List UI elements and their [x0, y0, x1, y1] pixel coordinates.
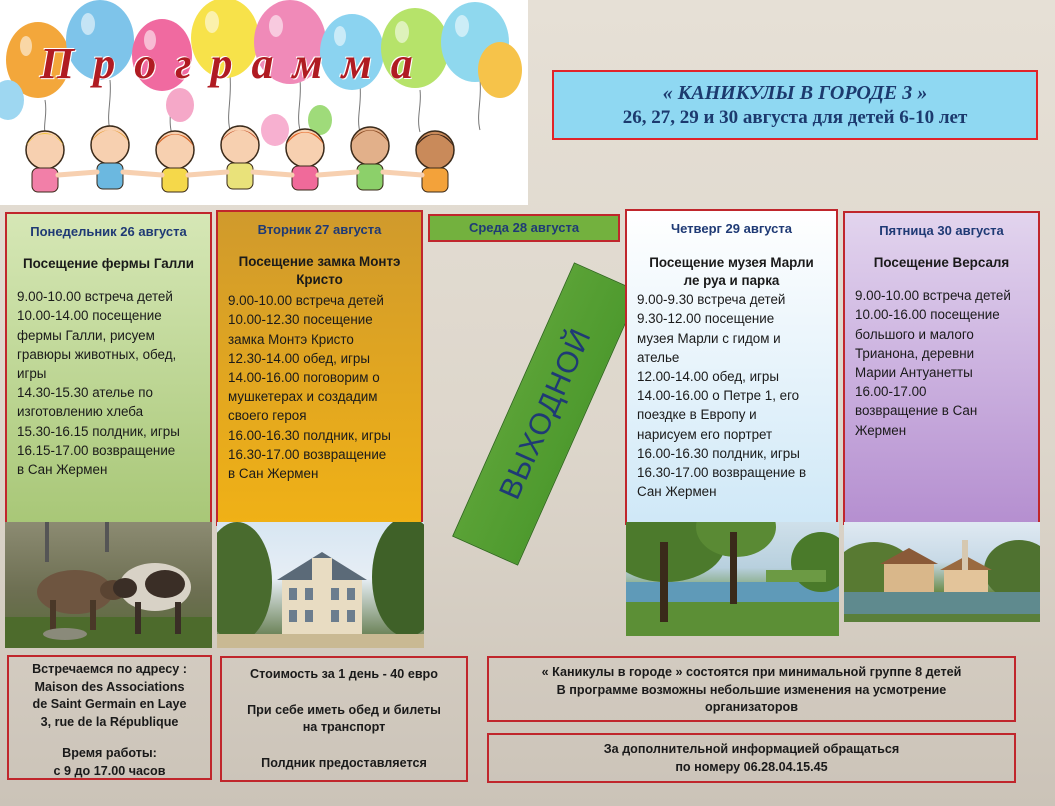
schedule-line: 16.30-17.00 возвращение в [637, 465, 807, 481]
schedule-line: 9.00-10.00 встреча детей [228, 293, 384, 309]
snack-line: Полдник предоставляется [261, 755, 427, 770]
price-box [220, 656, 468, 782]
schedule-line: 14.30-15.30 ателье по [17, 385, 153, 401]
address-label: Встречаемся по адресу : [32, 662, 187, 676]
schedule-line: фермы Галли, рисуем [17, 327, 155, 343]
bring-lunch-line: При себе иметь обед и билеты [247, 702, 441, 717]
schedule-line: 10.00-16.00 посещение [855, 307, 1000, 323]
hours-value: с 9 до 17.00 часов [53, 763, 166, 778]
contact-box [487, 733, 1016, 783]
program-title: П р о г р а м м а [40, 39, 413, 88]
schedule-line: 9.00-10.00 встреча детей [855, 288, 1011, 304]
schedule-line: игры [17, 366, 47, 382]
monday-title: Посещение фермы Галли [23, 256, 194, 272]
address-line: de Saint Germain en Laye [32, 697, 187, 711]
schedule-line: 9.00-9.30 встреча детей [637, 292, 786, 308]
schedule-line: возвращение в Сан [855, 403, 978, 419]
schedule-line: 16.00-17.00 [855, 384, 927, 400]
schedule-line: 10.00-14.00 посещение [17, 308, 162, 324]
monday-column [5, 212, 212, 526]
balloons-children-illustration [0, 0, 528, 205]
friday-date: Пятница 30 августа [879, 223, 1004, 238]
schedule-line: 16.15-17.00 возвращение [17, 442, 176, 458]
price-line: Стоимость за 1 день - 40 евро [250, 667, 438, 681]
wednesday-date: Среда 28 августа [428, 214, 620, 242]
goats-photo [5, 522, 212, 648]
contact-label: За дополнительной информацией обращаться [603, 742, 900, 756]
trianon-village-photo [844, 522, 1040, 622]
schedule-line: 14.00-16.00 о Петре 1, его [637, 388, 800, 404]
event-title-box [552, 70, 1038, 140]
thursday-title [627, 254, 836, 290]
schedule-line: 9.00-10.00 встреча детей [17, 289, 173, 305]
notice-line: « Каникулы в городе » состоятся при минимальной группе 8 детей [541, 665, 962, 679]
schedule-line: 16.00-16.30 полдник, игры [637, 445, 800, 461]
thursday-date: Четверг 29 августа [670, 221, 793, 236]
contact-phone: по номеру 06.28.04.15.45 [675, 759, 828, 774]
schedule-line: в Сан Жермен [17, 462, 108, 478]
friday-title: Посещение Версаля [873, 255, 1010, 271]
schedule-line: музея Марли с гидом и [637, 330, 781, 346]
schedule-line: 15.30-16.15 полдник, игры [17, 423, 180, 439]
schedule-line: мушкетерах и создадим [228, 389, 378, 405]
schedule-line: 16.30-17.00 возвращение [228, 446, 387, 462]
schedule-line: ателье [637, 349, 680, 365]
schedule-line: замка Монтэ Кристо [228, 331, 354, 347]
thursday-column [625, 209, 838, 525]
tuesday-date: Вторник 27 августа [257, 222, 382, 237]
notice-line: В программе возможны небольшие изменения на усмотрение [556, 682, 947, 697]
notice-line: организаторов [705, 700, 798, 714]
tuesday-title [218, 253, 421, 289]
schedule-line: своего героя [228, 408, 307, 424]
schedule-line: большого и малого [855, 326, 974, 342]
thursday-title-line: Посещение музея Марли [649, 255, 814, 271]
thursday-title-line: ле руа и парка [683, 273, 780, 289]
schedule-line: гравюры животных, обед, [17, 346, 177, 362]
marly-park-photo [626, 522, 839, 636]
schedule-line: 12.00-14.00 обед, игры [637, 369, 780, 385]
group-notice-box [487, 656, 1016, 722]
schedule-line: Сан Жермен [637, 484, 717, 500]
bring-lunch-line: на транспорт [302, 720, 386, 734]
meeting-address-box [7, 655, 212, 780]
address-line: 3, rue de la République [40, 714, 179, 729]
event-title: « КАНИКУЛЫ В ГОРОДЕ 3 » [662, 82, 928, 104]
schedule-line: Марии Антуанетты [855, 365, 973, 381]
schedule-line: 16.00-16.30 полдник, игры [228, 427, 391, 443]
schedule-line: Жермен [855, 422, 907, 438]
monday-date: Понедельник 26 августа [30, 224, 187, 239]
day-off-label: ВЫХОДНОЙ [493, 323, 598, 505]
schedule-line: 9.30-12.00 посещение [637, 311, 775, 327]
schedule-line: 14.00-16.00 поговорим о [228, 370, 380, 386]
tuesday-column [216, 210, 423, 526]
tuesday-title-line: Кристо [296, 272, 343, 288]
schedule-line: нарисуем его портрет [637, 426, 773, 442]
schedule-line: 10.00-12.30 посещение [228, 312, 373, 328]
address-line: Maison des Associations [34, 679, 185, 694]
event-dates: 26, 27, 29 и 30 августа для детей 6-10 лет [622, 107, 968, 128]
header-banner [0, 0, 528, 205]
day-off-banner [452, 262, 640, 565]
schedule-line: в Сан Жермен [228, 466, 319, 482]
schedule-line: Трианона, деревни [855, 345, 975, 361]
friday-column [843, 211, 1040, 525]
schedule-line: 12.30-14.00 обед, игры [228, 350, 371, 366]
schedule-line: поездке в Европу и [637, 407, 757, 423]
castle-photo [217, 522, 424, 648]
schedule-line: изготовлению хлеба [17, 404, 144, 420]
hours-label: Время работы: [62, 746, 157, 760]
tuesday-title-line: Посещение замка Монтэ [238, 254, 401, 270]
